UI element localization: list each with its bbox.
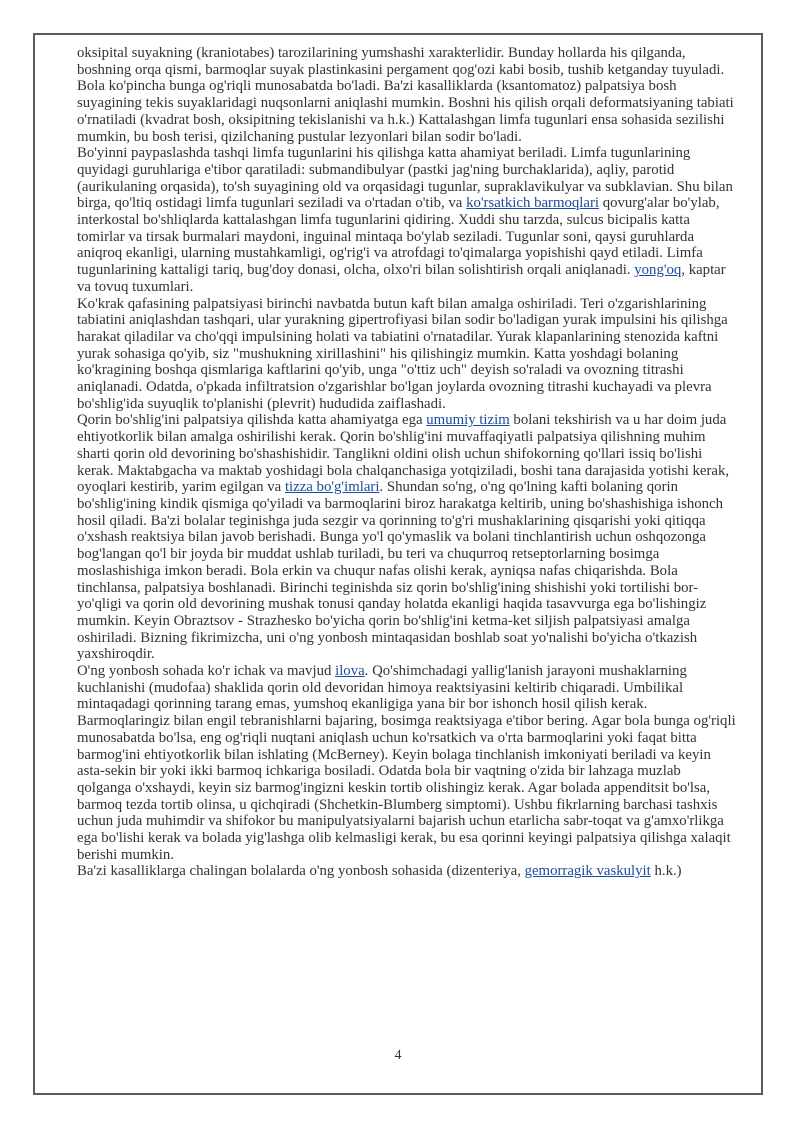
paragraph-text: Qorin bo'shlig'ini palpatsiya qilishda katta ahamiyatga ega — [77, 412, 427, 429]
paragraph-p5 — [77, 663, 737, 863]
paragraph-text: Bo'yinni paypaslashda tashqi limfa tugunlarini his qilishga katta ahamiyat beriladi. Limfa tugunlarining quyidagi guruhlariga e'tibor qaratiladi: submandibulyar (pastki jag'ning burchaklarida), aqliy, parotid (aurikulaning orqasida), to'sh suyagining old va orqasidagi tugunlar, supraklavikulyar va subklavian. Shu bilan birga, qo'ltiq ostidagi limfa tugunlari seziladi va o'rtadan o'tib, va — [77, 145, 733, 212]
paragraph-p6 — [77, 863, 737, 880]
paragraph-text: O'ng yonbosh sohada ko'r ichak va mavjud — [77, 663, 336, 680]
paragraph-text: Ba'zi kasalliklarga chalingan bolalarda o'ng yonbosh sohasida (dizenteriya, — [77, 863, 525, 880]
paragraph-text: Ko'krak qafasining palpatsiyasi birinchi navbatda butun kaft bilan amalga oshiriladi. Teri o'zgarishlarining tabiatini aniqlashdan tashqari, ular yurakning gipertrofiyasi bilan sodir bo'ladigan yurak impulsini his qilishga harakat qiladilar va cho'qqi impulsining holati va tabiatini o'rnatadilar. Yurak klapanlarining stenozida kaftni yurak sohasiga qo'yib, siz "mushukning xirillashini" his qilishingiz mumkin. Katta yoshdagi bolaning ko'kragining boshqa qismlariga kaftlarini qo'yib, unga "o'ttiz uch" deyish so'raladi va ovozning titrashi aniqlanadi. Odatda, o'pkada infiltratsion o'zgarishlar bo'lgan joylarda ovozning titrashi kuchayadi va plevra bo'shlig'ida suyuqlik to'planishi (plevrit) hududida zaiflashadi. — [77, 295, 728, 412]
inline-link[interactable]: gemorragik vaskulyit — [524, 863, 651, 880]
inline-link[interactable]: ilova — [335, 663, 365, 680]
paragraph-text: , kaptar va tovuq tuxumlari. — [77, 262, 726, 295]
paragraph-p4 — [77, 412, 737, 663]
paragraph-p3 — [77, 296, 737, 413]
page-number: 4 — [394, 1048, 402, 1063]
page-frame — [33, 33, 763, 1095]
paragraph-text: oksipital suyakning (kraniotabes) tarozilarining yumshashi xarakterlidir. Bunday hollarda his qilganda, boshning orqa qismi, barmoqlar suyak plastinkasini pergament qog'ozi kabi bosib, tushib ketganday tuyuladi. Bola ko'pincha bunga og'riqli munosabatda bo'ladi. Ba'zi kasalliklarda (ksantomatoz) palpatsiya bosh suyagining tekis suyaklaridagi nuqsonlarni aniqlashi mumkin. Boshni his qilish orqali deformatsiyaning tabiati o'rnatiladi (kvadrat bosh, oksipitning tekislanishi va h.k.) Kattalashgan limfa tugunlari ensa sohasida sezilishi mumkin, bu bosh terisi, qizilchaning pustular lezyonlari bilan sodir bo'ladi. — [77, 45, 734, 145]
inline-link[interactable]: umumiy tizim — [426, 412, 510, 429]
paragraph-text: qovurg'alar bo'ylab, interkostal bo'shliqlarda kattalashgan limfa tugunlarini qidiring. Xuddi shu tarzda, sulcus bicipalis katta tomirlar va tirsak burmalari maydoni, inguinal mintaqa bo'ylab seziladi. Tugunlar soni, qaysi guruhlarda aniqroq ekanligi, ularning mustahkamligi, og'rig'i va atrofdagi to'qimalarga yopishishi qayd etiladi. Limfa tugunlarining kattaligi tariq, bug'doy donasi, olcha, olxo'ri bilan solishtirish orqali aniqlanadi. — [77, 195, 720, 279]
inline-link[interactable]: ko'rsatkich barmoqlari — [466, 195, 599, 212]
paragraph-text: . Shundan so'ng, o'ng qo'lning kafti bolaning qorin bo'shlig'ining kindik qismiga qo'yiladi va barmoqlarini biroz harakatga keltirib, uning bo'shashishiga ishonch hosil qiladi. Ba'zi bolalar teginishga juda sezgir va qorinning to'g'ri mushaklarining qisqarishi yoki qitiqqa o'xshash reaktsiya bilan javob berishadi. Bunga yo'l qo'ymaslik va bolani tinchlantirish uchun oshqozonga bog'langan qo'l bir joyda bir muddat ushlab turiladi, bu teri va chuqurroq retseptorlarning bosimga moslashishiga imkon beradi. Bola erkin va chuqur nafas olishi kerak, ayniqsa nafas chiqarishda. Bola tinchlansa, palpatsiya boshlanadi. Birinchi teginishda siz qorin bo'shlig'ining shishishi yoki tortilishi bor-yo'qligi va qorin old devorining mushak tonusi qanday holatda ekanligi haqida tasavvurga ega bo'lishingiz mumkin. Keyin Obraztsov - Strazhesko bo'yicha qorin bo'shlig'ini ketma-ket siljish palpatsiyasi amalga oshiriladi. Bizning fikrimizcha, uni o'ng yonbosh mintaqasidan boshlab soat yo'nalishi bo'yicha o'tkazish yaxshiroqdir. — [77, 479, 724, 663]
paragraph-p2 — [77, 145, 737, 295]
inline-link[interactable]: tizza bo'g'imlari — [284, 479, 380, 496]
inline-link[interactable]: yong'oq — [634, 262, 682, 279]
paragraph-p1 — [77, 45, 737, 145]
paragraph-text: h.k.) — [650, 863, 682, 880]
document-body — [77, 45, 737, 880]
paragraph-text: . Qo'shimchadagi yallig'lanish jarayoni mushaklarning kuchlanishi (mudofaa) shaklida qorin old devoridan himoya reaktsiyasini keltirib chiqaradi. Umbilikal mintaqadagi qorinning tarang emas, yumshoq ekanligiga yana bir bor ishonch hosil qilish kerak. Barmoqlaringiz bilan engil tebranishlarni bajaring, bosimga reaktsiyaga e'tibor bering. Agar bola bunga og'riqli munosabatda bo'lsa, eng og'riqli nuqtani aniqlash uchun ko'rsatkich va o'rta barmoqlarini yoki faqat bitta barmog'ini ehtiyotkorlik bilan ishlating (McBerney). Keyin bolaga tinchlanish imkoniyati beriladi va keyin asta-sekin bir yoki ikki barmoq ichkariga bosiladi. Odatda bola bir vaqtning o'zida bir lahzaga muzlab qolganga o'xshaydi, keyin siz barmog'ingizni keskin tortib olishingiz kerak. Agar bolada appenditsit bo'lsa, barmoq tezda tortib olinsa, u qichqiradi (Shchetkin-Blumberg simptomi). Ushbu fikrlarning barchasi tashxis uchun juda muhimdir va shifokor bu manipulyatsiyalarni bajarish uchun etarlicha sabr-toqat va g'amxo'rlikga ega bo'lishi kerak va bolada yig'lashga olib kelmasligi kerak, bu esa qorinni keyingi palpatsiya qilishga xalaqit berishi mumkin. — [77, 663, 736, 863]
paragraph-text: bolani tekshirish va u har doim juda ehtiyotkorlik bilan amalga oshirilishi kerak. Qorin bo'shlig'ini muvaffaqiyatli palpatsiya qilishning muhim sharti qorin old devorining bo'shashishidir. Tanglikni oldini olish uchun shifokorning qo'llari issiq bo'lishi kerak. Maktabgacha va maktab yoshidagi bola chalqanchasiga yotqiziladi, boshi tana darajasida yotishi kerak, oyoqlari kestirib, yarim egilgan va — [77, 412, 730, 496]
